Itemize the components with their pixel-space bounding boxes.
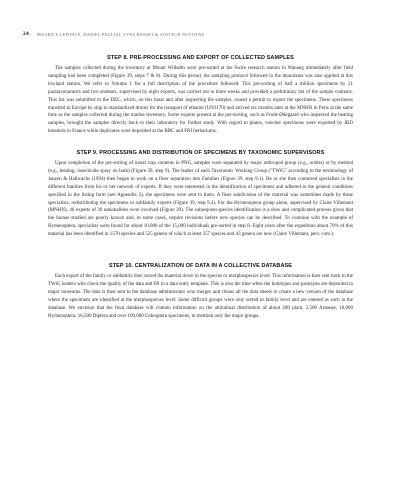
section-step-9 (48, 150, 353, 239)
running-header (23, 31, 375, 41)
section-title: STEP 10. CENTRALIZATION OF DATA IN A COLLECTIVE DATABASE (108, 263, 293, 269)
section-paragraph: The samples collected during the inventory at Mount Wilhelm were pre-sorted at the Swire research station in Wanang immediately after field sampling had been completed (Figure 39, steps 7 & 8). During this period, the sampling protocol followed in the mountains was also applied at this lowland station. We refer to Volume 1 for a full description of the procedure followed. This pre-sorting of half a million specimens by 21 parataxonomists and two students, supervised by eight experts, was carried out in three weeks and provided a preliminary list of the sample contents. This list was submitted to the DEC, which, on this basis and after inspecting the samples, issued a permit to export the specimens. These specimens transited to Europe by ship in standardized drums for the transport of ethanol (UN1170) and arrived six months later at the MNHN in Paris at the same time as the samples collected during the marine inventory. Some experts present at the pre-sorting, such as Frode Ødegaard who inspected the beating samples, brought the samples directly back to their laboratory for further study. With regard to plants, voucher specimens were exported by IBD botanists in France while duplicates were deposited at the BRC and FRI herbariums. (48, 66, 353, 135)
section-title: STEP 9. PROCESSING AND DISTRIBUTION OF SPECIMENS BY TAXONOMIC SUPERVISORS (76, 150, 325, 156)
section-step-10 (48, 263, 353, 320)
section-paragraph: Upon completion of the pre-sorting of insect trap contents in PNG, samples were separated by major arthropod group (e.g., orders) or by method (e.g., beating, insecticide spray on bark) (Figure 39, step 9). The leader of each Taxonomic Working Group ("TWiG" according to the terminology of Janzen & Hallwachs (1994) then began to work on a finer separation into Families (Figure 39, step 9.1). He or she then contacted specialists in the different families from his or her network of experts. If they were interested in the identification of specimens and adhered to the general conditions specified in the listing form (see Appendix 2), the specimens were sent to them. A finer subdivision of the material was sometimes made by these specialists, redistributing the specimens to subfamily experts (Figure 39, step 9.2). For the Hymenoptera group alone, supervised by Claire Villemant (MNHN), 46 experts of 20 nationalities were involved (Figure 39). The subsequent species identification is a slow and complicated process given that the faunas studied are poorly known and, in some cases, require revisions before new species can be described. To continue with the example of Hymenoptera, specialists were found for about 10,000 of the 15,000 individuals pre-sorted in step 8. Eight years after the expedition about 70% of this material has been identified in 1570 species and 525 genera of which at least 357 species and 43 genera are new (Claire Villemant, pers. com.). (48, 161, 353, 238)
header-authors: MAURICE LEPONCE, DANIEL PAGLIAI, YVES BASSET & VOJTECH NOVOTNY (37, 32, 205, 37)
section-title: STEP 8. PRE-PROCESSING AND EXPORT OF COLLECTED SAMPLES (107, 55, 294, 61)
section-paragraph: Each expert of the family or subfamily then sorted the material down to the species or morphospecies level. This information is then sent back to the TWiG leaders who check the quality of the data and fill in a data entry template. This is also the time when the holotypes and paratypes are deposited in major museums. The data is then sent to the database administrator who merges and cleans all the data sheets to create a new version of the database where the specimens are identified at the morphospecies level. Some difficult groups were only sorted to family level and are entered as such in the database. We envision that the final database will contain information on the altitudinal distribution of about 200 plant, 2,500 Araneae, 10,000 Hymenoptera, 16,500 Diptera and over 100,000 Coleoptera specimens, to mention only the major groups. (48, 274, 353, 319)
page-number: 24 (23, 31, 30, 37)
section-step-8 (48, 55, 353, 136)
